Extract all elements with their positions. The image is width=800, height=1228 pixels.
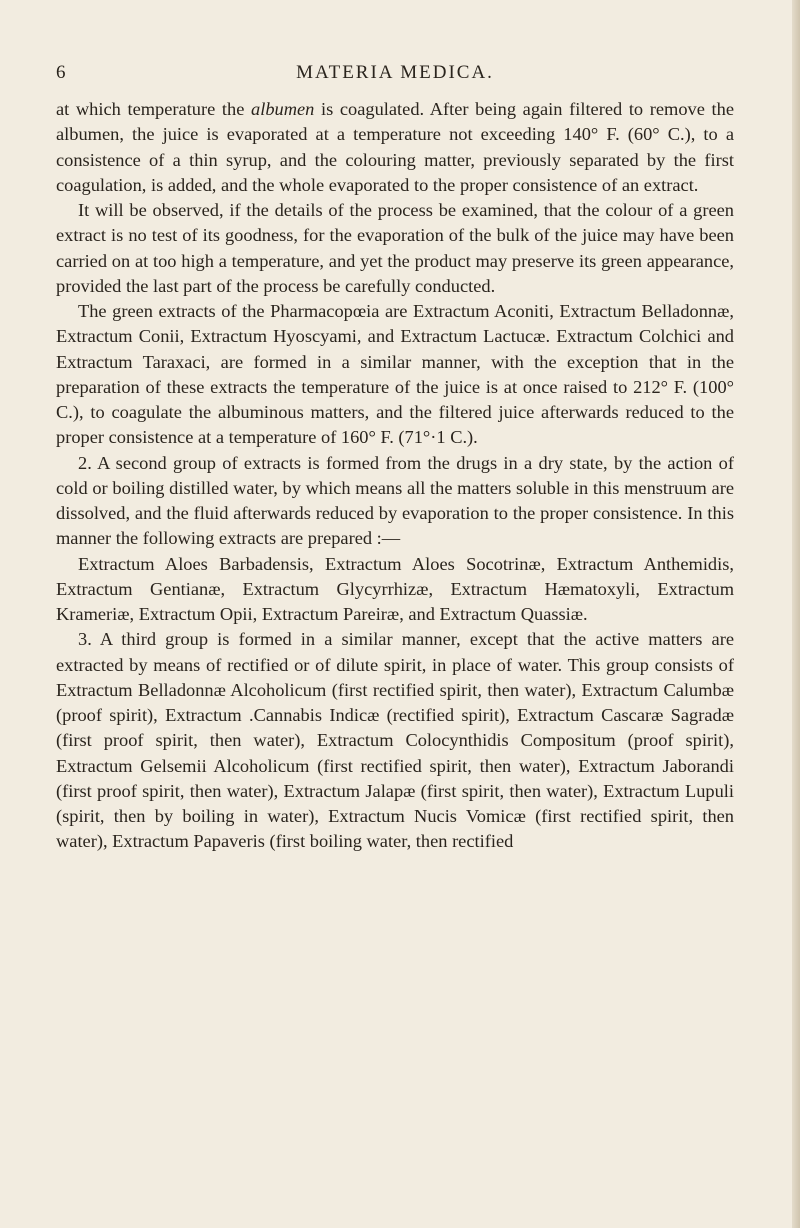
albumen-emphasis: albumen xyxy=(251,99,315,119)
paragraph-2: It will be observed, if the details of the process be examined, that the colour of a green extract is no test of its goodness, for the evaporation of the bulk of the juice may have been carried on at too high a temperature, and yet the product may preserve its green appearance, provided the last part of the process be carefully conducted. xyxy=(56,200,734,296)
page-header xyxy=(56,62,734,88)
page-number: 6 xyxy=(56,62,67,83)
paragraph-1-after: is coagulated. After being again filtered to remove the albumen, the juice is evaporated at a temperature not exceeding 140° F. (60° C.), to a consistence of a thin syrup, and the colouring matter, previously separated by the first coagulation, is added, and the whole evaporated to the proper consistence of an extract. xyxy=(56,99,734,195)
paragraph-6: 3. A third group is formed in a similar manner, except that the active matters are extracted by means of rectified or of dilute spirit, in place of water. This group consists of Extractum Belladonnæ Alcoholicum (first rectified spirit, then water), Extractum Calumbæ (proof spirit), Extractum .Cannabis Indicæ (rectified spirit), Extractum Cascaræ Sagradæ (first proof spirit, then water), Extractum Colocynthidis Compositum (proof spirit), Extractum Gelsemii Alcoholicum (first rectified spirit, then water), Extractum Jaborandi (first proof spirit, then water), Extractum Jalapæ (first spirit, then water), Extractum Lupuli (spirit, then by boiling in water), Extractum Nucis Vomicæ (first rectified spirit, then water), Extractum Papaveris (first boiling water, then rectified xyxy=(56,629,734,852)
body-text xyxy=(56,97,734,855)
paragraph-1 xyxy=(56,97,734,198)
page-edge xyxy=(792,0,800,1228)
running-head: MATERIA MEDICA. xyxy=(296,62,494,83)
paragraph-4: 2. A second group of extracts is formed from the drugs in a dry state, by the action of cold or boiling distilled water, by which means all the matters soluble in this menstruum are dissolved, and the fluid afterwards reduced by evaporation to the proper consistence. In this manner the following extracts are prepared :— xyxy=(56,452,734,549)
paragraph-1-before: at which temperature the xyxy=(56,99,252,119)
paragraph-5: Extractum Aloes Barbadensis, Extractum Aloes Socotrinæ, Extractum Anthemidis, Extractum Gentianæ, Extractum Glycyrrhizæ, Extractum Hæmatoxyli, Extractum Krameriæ, Extractum Opii, Extractum Pareiræ, and Extractum Quassiæ. xyxy=(56,553,734,624)
paragraph-3: The green extracts of the Pharmacopœia are Extractum Aconiti, Extractum Belladonnæ, Extractum Conii, Extractum Hyoscyami, and Extractum Lactucæ. Extractum Colchici and Extractum Taraxaci, are formed in a similar manner, with the exception that in the preparation of these extracts the temperature of the juice is at once raised to 212° F. (100° C.), to coagulate the albuminous matters, and the filtered juice afterwards reduced to the proper consistence at a temperature of 160° F. (71°·1 C.). xyxy=(56,301,734,448)
